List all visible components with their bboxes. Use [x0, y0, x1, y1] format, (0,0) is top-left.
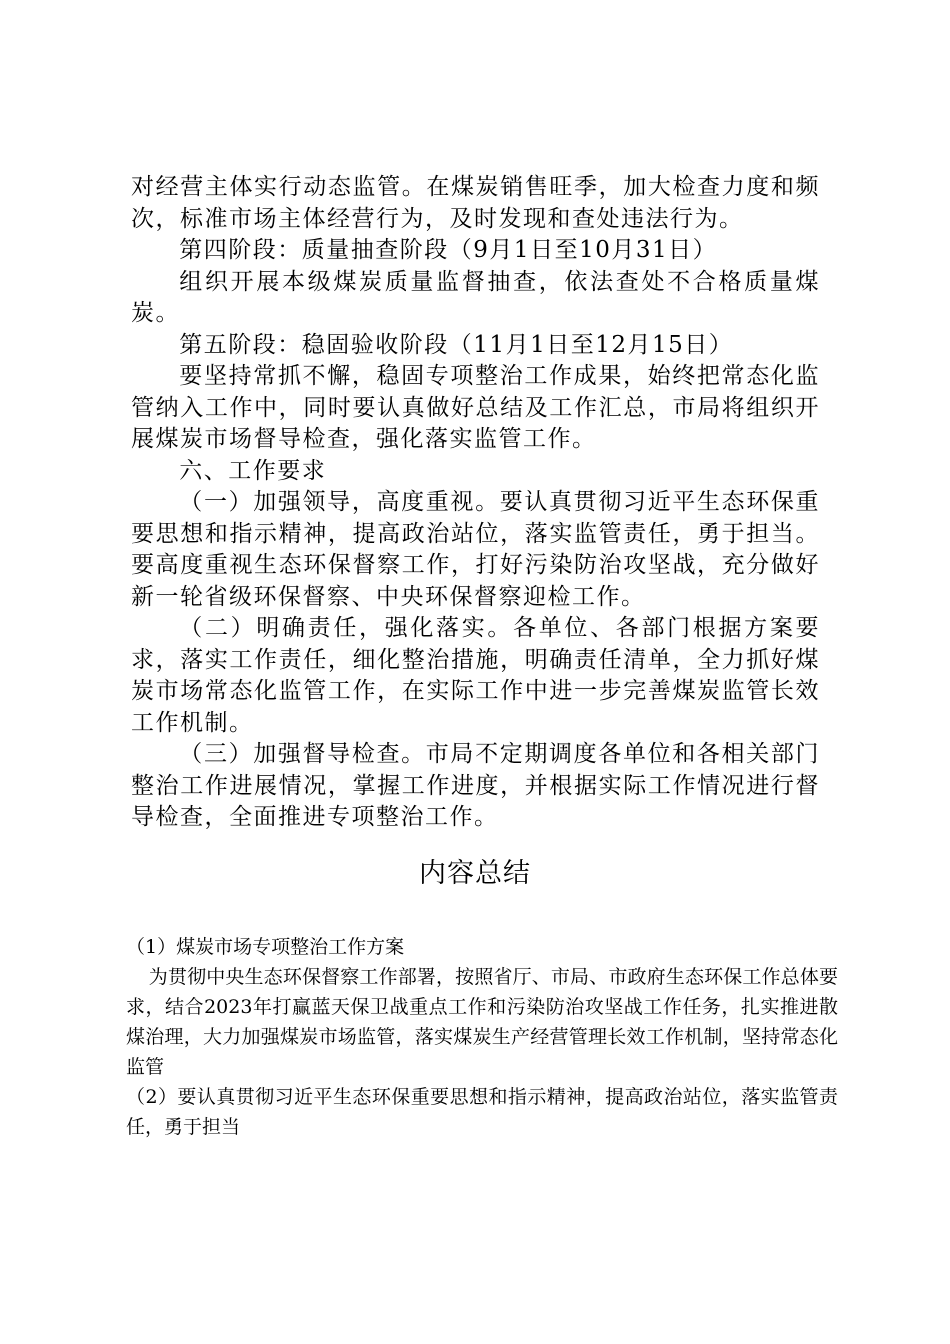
summary-item-2: （2）要认真贯彻习近平生态环保重要思想和指示精神，提高政治站位，落实监管责任，勇于担当 [126, 1086, 838, 1138]
requirement-three-paragraph: （三）加强督导检查。市局不定期调度各单位和各相关部门整治工作进展情况，掌握工作进度，并根据实际工作情况进行督导检查，全面推进专项整治工作。 [131, 741, 820, 830]
phase-four-heading: 第四阶段：质量抽查阶段（9月1日至10月31日） [179, 237, 718, 263]
phase-five-heading: 第五阶段：稳固验收阶段（11月1日至12月15日） [179, 331, 734, 358]
document-body [131, 172, 820, 834]
summary-title: 内容总结 [419, 858, 531, 889]
summary-item-1-text: 为贯彻中央生态环保督察工作部署，按照省厅、市局、市政府生态环保工作总体要求，结合2023年打赢蓝天保卫战重点工作和污染防治攻坚战工作任务，扎实推进散煤治理，大力加强煤炭市场监管，落实煤炭生产经营管理长效工作机制，坚持常态化监管 [126, 966, 838, 1078]
paragraph-continuation: 对经营主体实行动态监管。在煤炭销售旺季，加大检查力度和频次，标准市场主体经营行为，及时发现和查处违法行为。 [131, 174, 820, 232]
requirement-one-paragraph: （一）加强领导，高度重视。要认真贯彻习近平生态环保重要思想和指示精神，提高政治站位，落实监管责任，勇于担当。要高度重视生态环保督察工作，打好污染防治攻坚战，充分做好新一轮省级环保督察、中央环保督察迎检工作。 [131, 489, 820, 610]
summary-item-1-heading: （1）煤炭市场专项整治工作方案 [126, 936, 405, 958]
work-requirements-heading: 六、工作要求 [179, 457, 327, 484]
phase-four-paragraph: 组织开展本级煤炭质量监督抽查，依法查处不合格质量煤炭。 [131, 268, 820, 326]
requirement-two-paragraph: （二）明确责任，强化落实。各单位、各部门根据方案要求，落实工作责任，细化整治措施，明确责任清单，全力抓好煤炭市场常态化监管工作，在实际工作中进一步完善煤炭监管长效工作机制。 [131, 615, 820, 736]
summary-body [126, 932, 838, 1142]
phase-five-paragraph: 要坚持常抓不懈，稳固专项整治工作成果，始终把常态化监管纳入工作中，同时要认真做好总结及工作汇总，市局将组织开展煤炭市场督导检查，强化落实监管工作。 [131, 363, 820, 452]
